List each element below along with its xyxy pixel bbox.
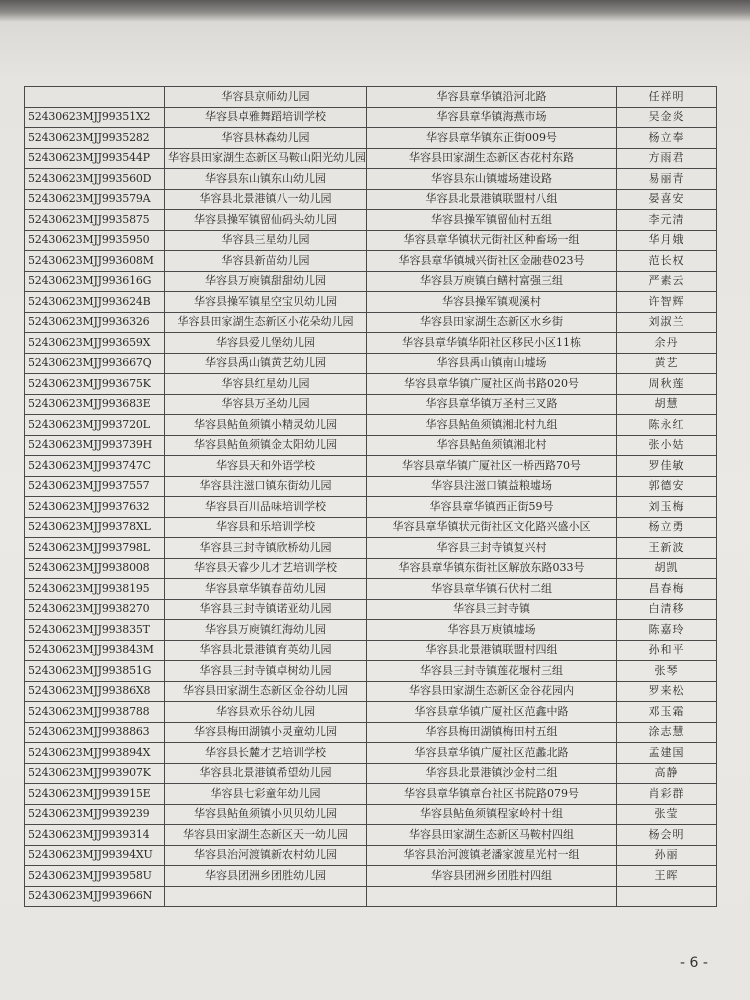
address-cell: 华容县章华镇东正街009号 <box>367 128 617 149</box>
credit-code-cell: 52430623MJJ9938008 <box>25 558 165 579</box>
legal-representative-cell: 杨会明 <box>617 825 717 846</box>
table-row <box>25 374 717 395</box>
organization-name-cell: 华容县团洲乡团胜幼儿园 <box>165 866 367 887</box>
table-row <box>25 353 717 374</box>
address-cell: 华容县万庾镇墟场 <box>367 620 617 641</box>
credit-code-cell: 52430623MJJ993608M <box>25 251 165 272</box>
credit-code-cell: 52430623MJJ993747C <box>25 456 165 477</box>
legal-representative-cell: 任祥明 <box>617 87 717 108</box>
address-cell: 华容县章华镇状元街社区文化路兴盛小区 <box>367 517 617 538</box>
address-cell: 华容县操军镇留仙村五组 <box>367 210 617 231</box>
organization-name-cell: 华容县三封寺镇卓树幼儿园 <box>165 661 367 682</box>
credit-code-cell: 52430623MJJ99378XL <box>25 517 165 538</box>
legal-representative-cell: 陈永红 <box>617 415 717 436</box>
organization-name-cell: 华容县万圣幼儿园 <box>165 394 367 415</box>
organization-name-cell: 华容县梅田湖镇小灵童幼儿园 <box>165 722 367 743</box>
table-row <box>25 661 717 682</box>
table-row <box>25 148 717 169</box>
organization-name-cell: 华容县章华镇春苗幼儿园 <box>165 579 367 600</box>
legal-representative-cell: 李元清 <box>617 210 717 231</box>
address-cell: 华容县注滋口镇益粮墟场 <box>367 476 617 497</box>
address-cell: 华容县鲇鱼须镇程家岭村十组 <box>367 804 617 825</box>
address-cell: 华容县治河渡镇老潘家渡星光村一组 <box>367 845 617 866</box>
credit-code-cell: 52430623MJJ993616G <box>25 271 165 292</box>
credit-code-cell: 52430623MJJ993683E <box>25 394 165 415</box>
table-row <box>25 845 717 866</box>
address-cell: 华容县东山镇墟场建设路 <box>367 169 617 190</box>
legal-representative-cell: 孟建国 <box>617 743 717 764</box>
table-row <box>25 394 717 415</box>
table-row <box>25 292 717 313</box>
registry-table-body <box>25 87 717 907</box>
legal-representative-cell: 杨立勇 <box>617 517 717 538</box>
organization-name-cell: 华容县禹山镇黄艺幼儿园 <box>165 353 367 374</box>
address-cell: 华容县三封寺镇莲花堰村三组 <box>367 661 617 682</box>
credit-code-cell: 52430623MJJ993624B <box>25 292 165 313</box>
legal-representative-cell: 许智辉 <box>617 292 717 313</box>
credit-code-cell: 52430623MJJ9938863 <box>25 722 165 743</box>
table-row <box>25 538 717 559</box>
address-cell: 华容县鲇鱼须镇湘北村九组 <box>367 415 617 436</box>
credit-code-cell: 52430623MJJ993894X <box>25 743 165 764</box>
table-row <box>25 189 717 210</box>
table-row <box>25 230 717 251</box>
legal-representative-cell: 严素云 <box>617 271 717 292</box>
legal-representative-cell: 王晖 <box>617 866 717 887</box>
address-cell: 华容县田家湖生态新区金谷花园内 <box>367 681 617 702</box>
address-cell: 华容县田家湖生态新区杏花村东路 <box>367 148 617 169</box>
legal-representative-cell: 张小姑 <box>617 435 717 456</box>
credit-code-cell: 52430623MJJ9935950 <box>25 230 165 251</box>
address-cell: 华容县章华镇章台社区书院路079号 <box>367 784 617 805</box>
credit-code-cell: 52430623MJJ9939314 <box>25 825 165 846</box>
legal-representative-cell: 范长权 <box>617 251 717 272</box>
organization-name-cell: 华容县鲇鱼须镇小贝贝幼儿园 <box>165 804 367 825</box>
legal-representative-cell: 涂志慧 <box>617 722 717 743</box>
page-number: - 6 - <box>680 955 708 971</box>
table-row <box>25 517 717 538</box>
table-row <box>25 599 717 620</box>
table-row <box>25 722 717 743</box>
table-row <box>25 497 717 518</box>
address-cell: 华容县章华镇城兴街社区金融巷023号 <box>367 251 617 272</box>
legal-representative-cell: 孙丽 <box>617 845 717 866</box>
organization-name-cell: 华容县治河渡镇新农村幼儿园 <box>165 845 367 866</box>
organization-name-cell: 华容县长麓才艺培训学校 <box>165 743 367 764</box>
legal-representative-cell: 胡慧 <box>617 394 717 415</box>
address-cell: 华容县北景港镇联盟村四组 <box>367 640 617 661</box>
table-row <box>25 681 717 702</box>
credit-code-cell <box>25 87 165 108</box>
credit-code-cell: 52430623MJJ9939239 <box>25 804 165 825</box>
table-row <box>25 866 717 887</box>
organization-name-cell: 华容县万庾镇甜甜幼儿园 <box>165 271 367 292</box>
address-cell: 华容县田家湖生态新区水乡街 <box>367 312 617 333</box>
table-row <box>25 107 717 128</box>
top-edge-shadow <box>0 0 750 22</box>
organization-name-cell: 华容县红星幼儿园 <box>165 374 367 395</box>
table-row <box>25 763 717 784</box>
credit-code-cell: 52430623MJJ993739H <box>25 435 165 456</box>
organization-name-cell: 华容县和乐培训学校 <box>165 517 367 538</box>
credit-code-cell: 52430623MJJ993958U <box>25 866 165 887</box>
organization-name-cell: 华容县百川品味培训学校 <box>165 497 367 518</box>
table-row <box>25 579 717 600</box>
organization-name-cell: 华容县三封寺镇欣桥幼儿园 <box>165 538 367 559</box>
legal-representative-cell: 张莹 <box>617 804 717 825</box>
table-row <box>25 825 717 846</box>
table-row <box>25 743 717 764</box>
organization-name-cell: 华容县鲇鱼须镇小精灵幼儿园 <box>165 415 367 436</box>
legal-representative-cell: 华月娥 <box>617 230 717 251</box>
legal-representative-cell: 周秋莲 <box>617 374 717 395</box>
organization-name-cell: 华容县天睿少儿才艺培训学校 <box>165 558 367 579</box>
credit-code-cell: 52430623MJJ993966N <box>25 886 165 907</box>
credit-code-cell: 52430623MJJ99386X8 <box>25 681 165 702</box>
legal-representative-cell: 陈嘉玲 <box>617 620 717 641</box>
organization-name-cell: 华容县天和外语学校 <box>165 456 367 477</box>
organization-registry-table <box>24 86 717 907</box>
legal-representative-cell <box>617 886 717 907</box>
address-cell: 华容县田家湖生态新区马鞍村四组 <box>367 825 617 846</box>
address-cell: 华容县章华镇广厦社区尚书路020号 <box>367 374 617 395</box>
organization-name-cell: 华容县注滋口镇东街幼儿园 <box>165 476 367 497</box>
table-row <box>25 312 717 333</box>
credit-code-cell: 52430623MJJ99394XU <box>25 845 165 866</box>
address-cell: 华容县章华镇海燕市场 <box>367 107 617 128</box>
legal-representative-cell: 孙和平 <box>617 640 717 661</box>
address-cell: 华容县章华镇石伏村二组 <box>367 579 617 600</box>
organization-name-cell: 华容县林森幼儿园 <box>165 128 367 149</box>
address-cell: 华容县北景港镇联盟村八组 <box>367 189 617 210</box>
credit-code-cell: 52430623MJJ9937632 <box>25 497 165 518</box>
organization-name-cell: 华容县田家湖生态新区马鞍山阳光幼儿园 <box>165 148 367 169</box>
legal-representative-cell: 方雨君 <box>617 148 717 169</box>
legal-representative-cell: 杨立奉 <box>617 128 717 149</box>
address-cell: 华容县三封寺镇 <box>367 599 617 620</box>
address-cell: 华容县章华镇广厦社区范蠡北路 <box>367 743 617 764</box>
address-cell: 华容县章华镇广厦社区范鑫中路 <box>367 702 617 723</box>
organization-name-cell <box>165 886 367 907</box>
legal-representative-cell: 邓玉霜 <box>617 702 717 723</box>
table-row <box>25 784 717 805</box>
legal-representative-cell: 郭德安 <box>617 476 717 497</box>
credit-code-cell: 52430623MJJ993544P <box>25 148 165 169</box>
credit-code-cell: 52430623MJJ9938195 <box>25 579 165 600</box>
table-row <box>25 169 717 190</box>
address-cell: 华容县三封寺镇复兴村 <box>367 538 617 559</box>
credit-code-cell: 52430623MJJ993720L <box>25 415 165 436</box>
credit-code-cell: 52430623MJJ993659X <box>25 333 165 354</box>
table-row <box>25 128 717 149</box>
legal-representative-cell: 昌春梅 <box>617 579 717 600</box>
organization-name-cell: 华容县田家湖生态新区小花朵幼儿园 <box>165 312 367 333</box>
credit-code-cell: 52430623MJJ993907K <box>25 763 165 784</box>
credit-code-cell: 52430623MJJ99351X2 <box>25 107 165 128</box>
credit-code-cell: 52430623MJJ993835T <box>25 620 165 641</box>
table-row <box>25 640 717 661</box>
legal-representative-cell: 易丽青 <box>617 169 717 190</box>
credit-code-cell: 52430623MJJ9936326 <box>25 312 165 333</box>
organization-name-cell: 华容县三封寺镇诺亚幼儿园 <box>165 599 367 620</box>
table-row <box>25 210 717 231</box>
address-cell: 华容县章华镇华阳社区移民小区11栋 <box>367 333 617 354</box>
credit-code-cell: 52430623MJJ993798L <box>25 538 165 559</box>
organization-name-cell: 华容县鲇鱼须镇金太阳幼儿园 <box>165 435 367 456</box>
address-cell: 华容县章华镇状元街社区种畜场一组 <box>367 230 617 251</box>
address-cell: 华容县鲇鱼须镇湘北村 <box>367 435 617 456</box>
table-row <box>25 702 717 723</box>
organization-name-cell: 华容县北景港镇希望幼儿园 <box>165 763 367 784</box>
table-row <box>25 456 717 477</box>
table-row <box>25 620 717 641</box>
legal-representative-cell: 晏喜安 <box>617 189 717 210</box>
table-row <box>25 804 717 825</box>
address-cell: 华容县章华镇万圣村三叉路 <box>367 394 617 415</box>
address-cell: 华容县操军镇观溪村 <box>367 292 617 313</box>
legal-representative-cell: 罗来松 <box>617 681 717 702</box>
address-cell: 华容县团洲乡团胜村四组 <box>367 866 617 887</box>
legal-representative-cell: 黄艺 <box>617 353 717 374</box>
credit-code-cell: 52430623MJJ9938270 <box>25 599 165 620</box>
organization-name-cell: 华容县京师幼儿园 <box>165 87 367 108</box>
organization-name-cell: 华容县田家湖生态新区金谷幼儿园 <box>165 681 367 702</box>
table-row <box>25 476 717 497</box>
legal-representative-cell: 肖彩群 <box>617 784 717 805</box>
organization-name-cell: 华容县新苗幼儿园 <box>165 251 367 272</box>
legal-representative-cell: 罗佳敏 <box>617 456 717 477</box>
address-cell: 华容县章华镇西正街59号 <box>367 497 617 518</box>
credit-code-cell: 52430623MJJ993579A <box>25 189 165 210</box>
table-row <box>25 558 717 579</box>
address-cell: 华容县章华镇广厦社区一桥西路70号 <box>367 456 617 477</box>
legal-representative-cell: 胡凯 <box>617 558 717 579</box>
organization-name-cell: 华容县操军镇星空宝贝幼儿园 <box>165 292 367 313</box>
credit-code-cell: 52430623MJJ993915E <box>25 784 165 805</box>
credit-code-cell: 52430623MJJ9935282 <box>25 128 165 149</box>
legal-representative-cell: 吴金炎 <box>617 107 717 128</box>
credit-code-cell: 52430623MJJ993667Q <box>25 353 165 374</box>
organization-name-cell: 华容县七彩童年幼儿园 <box>165 784 367 805</box>
organization-name-cell: 华容县万庾镇红海幼儿园 <box>165 620 367 641</box>
organization-name-cell: 华容县爱儿堡幼儿园 <box>165 333 367 354</box>
legal-representative-cell: 刘玉梅 <box>617 497 717 518</box>
legal-representative-cell: 王新波 <box>617 538 717 559</box>
credit-code-cell: 52430623MJJ9937557 <box>25 476 165 497</box>
table-row <box>25 435 717 456</box>
credit-code-cell: 52430623MJJ993843M <box>25 640 165 661</box>
organization-name-cell: 华容县欢乐谷幼儿园 <box>165 702 367 723</box>
credit-code-cell: 52430623MJJ993675K <box>25 374 165 395</box>
table-row <box>25 251 717 272</box>
legal-representative-cell: 余丹 <box>617 333 717 354</box>
table-row <box>25 271 717 292</box>
legal-representative-cell: 高静 <box>617 763 717 784</box>
legal-representative-cell: 刘淑兰 <box>617 312 717 333</box>
credit-code-cell: 52430623MJJ9935875 <box>25 210 165 231</box>
organization-name-cell: 华容县东山镇东山幼儿园 <box>165 169 367 190</box>
address-cell: 华容县章华镇沿河北路 <box>367 87 617 108</box>
credit-code-cell: 52430623MJJ9938788 <box>25 702 165 723</box>
address-cell: 华容县北景港镇沙金村二组 <box>367 763 617 784</box>
address-cell: 华容县章华镇东街社区解放东路033号 <box>367 558 617 579</box>
organization-name-cell: 华容县田家湖生态新区天一幼儿园 <box>165 825 367 846</box>
table-row <box>25 415 717 436</box>
table-row <box>25 886 717 907</box>
legal-representative-cell: 白清移 <box>617 599 717 620</box>
table-row <box>25 333 717 354</box>
address-cell: 华容县禹山镇南山墟场 <box>367 353 617 374</box>
address-cell <box>367 886 617 907</box>
legal-representative-cell: 张琴 <box>617 661 717 682</box>
organization-name-cell: 华容县三星幼儿园 <box>165 230 367 251</box>
organization-name-cell: 华容县操军镇留仙码头幼儿园 <box>165 210 367 231</box>
address-cell: 华容县梅田湖镇梅田村五组 <box>367 722 617 743</box>
organization-name-cell: 华容县北景港镇育英幼儿园 <box>165 640 367 661</box>
organization-name-cell: 华容县卓雅舞蹈培训学校 <box>165 107 367 128</box>
credit-code-cell: 52430623MJJ993560D <box>25 169 165 190</box>
table-row <box>25 87 717 108</box>
address-cell: 华容县万庾镇白鳝村富强三组 <box>367 271 617 292</box>
credit-code-cell: 52430623MJJ993851G <box>25 661 165 682</box>
organization-name-cell: 华容县北景港镇八一幼儿园 <box>165 189 367 210</box>
